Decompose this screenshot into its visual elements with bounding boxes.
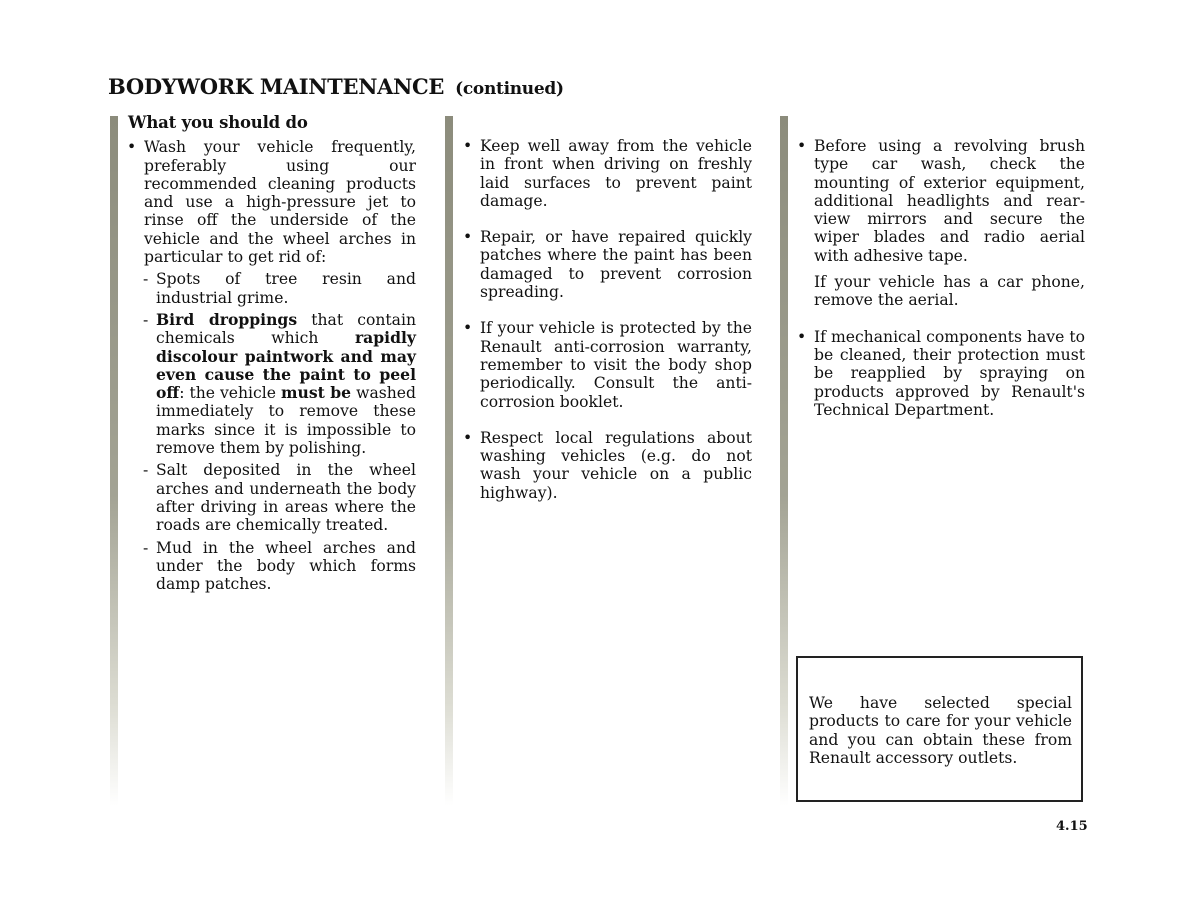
bullet: • [797, 137, 807, 155]
column-3 [797, 137, 1085, 437]
list-item [463, 228, 752, 301]
column-3-side-bar [780, 116, 788, 806]
list-item-text: Wash your vehicle frequently, preferably using our recommended cleaning products and use a high-pressure jet to rinse off the underside of the vehicle and the wheel arches in particular to get rid of: [144, 138, 416, 267]
dash: - [143, 538, 149, 557]
list-item-text: If your vehicle is protected by the Renault anti-corrosion warranty, remember to visit the body shop periodically. Consult the anti-corrosion booklet. [480, 319, 752, 411]
bold-text: must be [281, 383, 352, 403]
bullet: • [797, 327, 807, 346]
list-item-car-wash [797, 137, 1085, 265]
bullet: • [463, 228, 473, 247]
page-title [108, 74, 564, 99]
sub-item-salt [127, 461, 416, 534]
sub-item-tree-resin [127, 270, 416, 307]
dash: - [143, 270, 149, 289]
section-heading: What you should do [128, 113, 308, 132]
sub-item-text: that contain chemicals which [156, 310, 416, 348]
page-number: 4.15 [1056, 819, 1088, 834]
sub-item-text: Spots of tree resin and industrial grime. [156, 270, 416, 307]
list-item [463, 429, 752, 502]
bullet: • [463, 137, 473, 155]
dash: - [143, 461, 149, 480]
sub-item-text: Mud in the wheel arches and under the body which forms damp patches. [156, 538, 416, 594]
title-main: BODYWORK MAINTENANCE [108, 74, 445, 99]
list-item [463, 319, 752, 410]
list-item-text: Before using a revolving brush type car wash, check the mounting of exterior equipment, additional headlights and rear-view mirrors and secure the wiper blades and radio aerial with adhesive tape. [814, 137, 1085, 265]
notice-box [796, 656, 1083, 802]
bullet: • [463, 319, 473, 338]
column-2 [463, 137, 752, 520]
sub-item-text: : the vehicle [179, 384, 281, 403]
sub-item-text: washed immediately to remove these marks since it is impossible to remove them by polishing. [156, 384, 417, 458]
sub-item-text: Salt deposited in the wheel arches and underneath the body after driving in areas where the roads are chemically treated. [156, 461, 416, 535]
list-item-text: If mechanical components have to be cleaned, their protection must be reapplied by spraying on products approved by Renault's Technical Department. [814, 327, 1085, 419]
sub-item-bird-droppings [127, 311, 416, 457]
list-item-text: Respect local regulations about washing vehicles (e.g. do not wash your vehicle on a public highway). [480, 428, 752, 502]
list-item-text: Repair, or have repaired quickly patches where the paint has been damaged to prevent corrosion spreading. [480, 228, 752, 302]
car-phone-note: If your vehicle has a car phone, remove the aerial. [814, 273, 1085, 310]
list-item-text: Keep well away from the vehicle in front when driving on freshly laid surfaces to prevent paint damage. [480, 137, 752, 210]
list-item [463, 137, 752, 210]
column-1-side-bar [110, 116, 118, 806]
bold-text: Bird droppings [156, 309, 298, 329]
bullet: • [463, 428, 473, 447]
list-item-wash [127, 138, 416, 266]
bold-text: rapidly discolour paintwork and may even cause the paint to peel off [156, 328, 416, 403]
notice-text: We have selected special products to care for your vehicle and you can obtain these from Renault accessory outlets. [809, 694, 1072, 767]
sub-item-mud [127, 539, 416, 594]
column-1 [127, 114, 416, 593]
list-item-mechanical [797, 328, 1085, 419]
bullet: • [127, 138, 137, 157]
dash: - [143, 310, 149, 329]
column-2-side-bar [445, 116, 453, 806]
title-suffix: (continued) [455, 79, 564, 99]
